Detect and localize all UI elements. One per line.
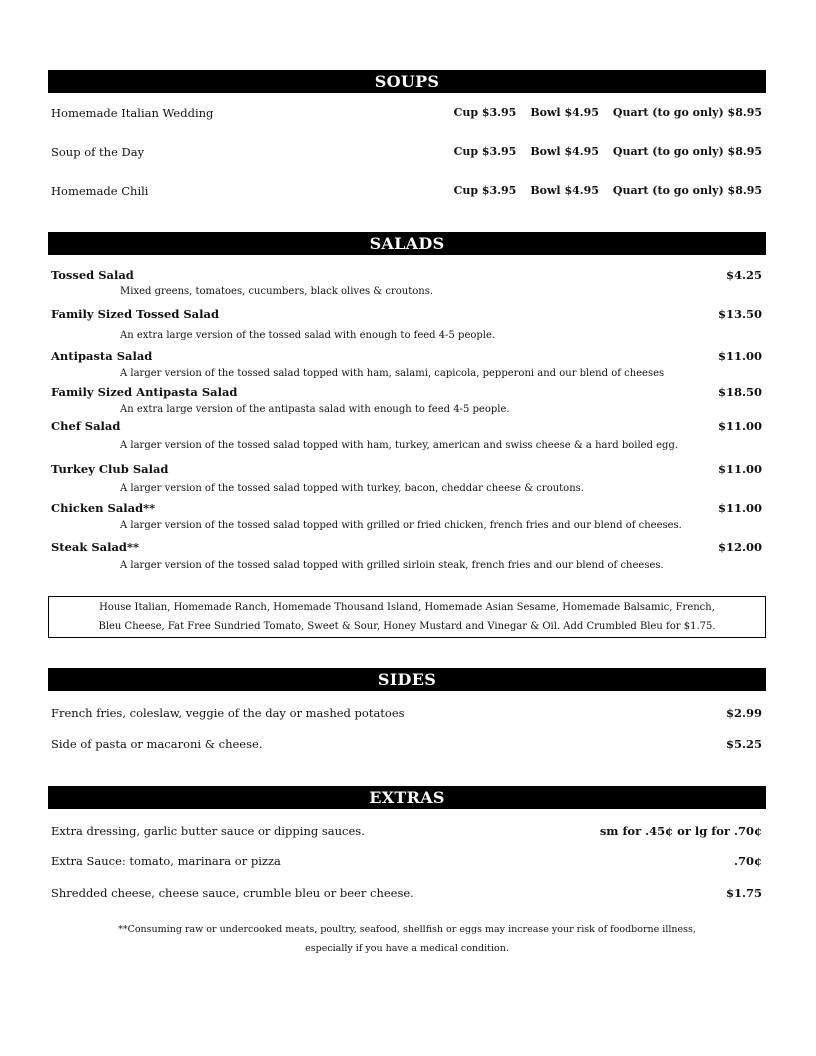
salad-price: $18.50: [717, 385, 762, 399]
extras-header: EXTRAS: [48, 786, 766, 809]
salad-price: $12.00: [717, 540, 762, 554]
side-price: $5.25: [725, 737, 762, 751]
extra-name: Extra Sauce: tomato, marinara or pizza: [51, 854, 281, 868]
soup-quart-price: Quart (to go only) $8.95: [612, 145, 762, 158]
salad-description: A larger version of the tossed salad topped with ham, turkey, american and swiss cheese & a hard boiled egg.: [120, 440, 679, 451]
soup-name: Homemade Italian Wedding: [51, 106, 214, 120]
salad-name: Turkey Club Salad: [51, 462, 169, 476]
soup-prices: [440, 184, 762, 197]
salad-name: Antipasta Salad: [51, 349, 153, 363]
soup-quart-price: Quart (to go only) $8.95: [612, 184, 762, 197]
salad-description: An extra large version of the tossed salad with enough to feed 4-5 people.: [120, 330, 496, 341]
salad-description: A larger version of the tossed salad topped with ham, salami, capicola, pepperoni and our blend of cheeses: [120, 368, 665, 379]
salad-description: Mixed greens, tomatoes, cucumbers, black olives & croutons.: [120, 286, 434, 297]
footnote-line: especially if you have a medical condition.: [305, 943, 509, 954]
salad-name: Family Sized Tossed Salad: [51, 307, 219, 321]
soup-bowl-price: Bowl $4.95: [530, 106, 599, 119]
salad-price: $11.00: [717, 501, 762, 515]
soup-cup-price: Cup $3.95: [453, 145, 517, 158]
soup-prices: [440, 145, 762, 158]
salad-description: A larger version of the tossed salad topped with grilled or fried chicken, french fries and our blend of cheeses.: [120, 520, 682, 531]
soups-header: SOUPS: [48, 70, 766, 93]
extra-name: Extra dressing, garlic butter sauce or dipping sauces.: [51, 824, 365, 838]
salad-price: $13.50: [717, 307, 762, 321]
side-name: French fries, coleslaw, veggie of the day or mashed potatoes: [51, 706, 405, 720]
salad-name: Chef Salad: [51, 419, 121, 433]
dressings-line: Bleu Cheese, Fat Free Sundried Tomato, Sweet & Sour, Honey Mustard and Vinegar & Oil. Add Crumbled Bleu for $1.75.: [98, 621, 716, 632]
soup-name: Homemade Chili: [51, 184, 149, 198]
soup-cup-price: Cup $3.95: [453, 184, 517, 197]
extra-name: Shredded cheese, cheese sauce, crumble bleu or beer cheese.: [51, 886, 414, 900]
extra-price: $1.75: [725, 886, 762, 900]
soup-bowl-price: Bowl $4.95: [530, 184, 599, 197]
side-price: $2.99: [725, 706, 762, 720]
soup-cup-price: Cup $3.95: [453, 106, 517, 119]
soup-prices: [440, 106, 762, 119]
salad-description: A larger version of the tossed salad topped with grilled sirloin steak, french fries and our blend of cheeses.: [120, 560, 664, 571]
footnote-line: **Consuming raw or undercooked meats, poultry, seafood, shellfish or eggs may increase your risk of foodborne illness,: [118, 924, 696, 935]
salad-name: Steak Salad**: [51, 540, 140, 554]
soup-name: Soup of the Day: [51, 145, 145, 159]
salad-description: An extra large version of the antipasta salad with enough to feed 4-5 people.: [120, 404, 510, 415]
salads-header: SALADS: [48, 232, 766, 255]
salad-description: A larger version of the tossed salad topped with turkey, bacon, cheddar cheese & croutons.: [120, 483, 584, 494]
salad-name: Family Sized Antipasta Salad: [51, 385, 238, 399]
sides-header: SIDES: [48, 668, 766, 691]
soup-quart-price: Quart (to go only) $8.95: [612, 106, 762, 119]
side-name: Side of pasta or macaroni & cheese.: [51, 737, 263, 751]
dressings-line: House Italian, Homemade Ranch, Homemade Thousand Island, Homemade Asian Sesame, Homemade Balsamic, French,: [99, 602, 715, 613]
salad-name: Chicken Salad**: [51, 501, 156, 515]
food-safety-footnote: [48, 920, 766, 958]
dressings-box: [48, 596, 766, 638]
salad-price: $11.00: [717, 419, 762, 433]
extra-price: sm for .45¢ or lg for .70¢: [599, 824, 762, 838]
salad-name: Tossed Salad: [51, 268, 134, 282]
salad-price: $11.00: [717, 462, 762, 476]
salad-price: $4.25: [725, 268, 762, 282]
soup-bowl-price: Bowl $4.95: [530, 145, 599, 158]
salad-price: $11.00: [717, 349, 762, 363]
extra-price: .70¢: [733, 854, 762, 868]
